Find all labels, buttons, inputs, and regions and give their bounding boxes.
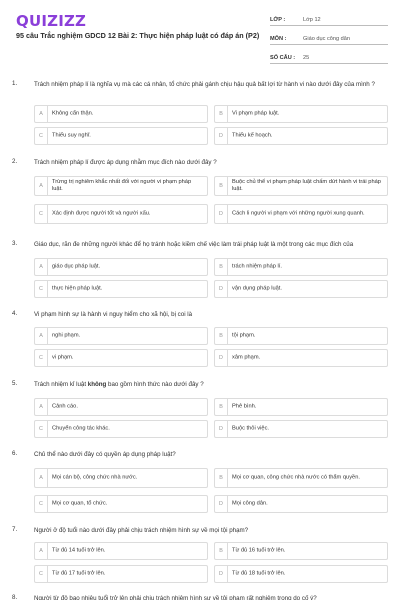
option-letter: A <box>35 177 48 195</box>
option-letter: D <box>215 350 228 366</box>
option-text: Từ đủ 14 tuổi trở lên. <box>52 547 106 554</box>
meta-label: SỐ CÂU : <box>270 55 296 61</box>
option-text: vận dụng pháp luật. <box>232 285 282 292</box>
meta-label: LỚP : <box>270 17 286 23</box>
option-d[interactable] <box>214 127 388 145</box>
option-letter: B <box>215 469 228 487</box>
option-text: Thiếu kế hoạch. <box>232 132 273 139</box>
option-text: Mọi công dân. <box>232 500 268 507</box>
option-text: tội phạm. <box>232 332 256 339</box>
option-b[interactable] <box>214 327 388 345</box>
quizizz-logo: QUIZIZZ <box>16 12 87 30</box>
question-text: Chủ thể nào dưới đây có quyền áp dụng pháp luật? <box>34 451 176 458</box>
option-c[interactable] <box>34 127 208 145</box>
option-b[interactable] <box>214 542 388 560</box>
question-8-clipped <box>0 592 400 600</box>
option-letter: B <box>215 328 228 344</box>
option-a[interactable] <box>34 398 208 416</box>
option-text: Cách li người vi phạm với những người xung quanh. <box>232 210 365 217</box>
option-d[interactable] <box>214 565 388 583</box>
option-text: Không cẩn thận. <box>52 110 94 117</box>
option-text: Buộc thôi việc. <box>232 425 269 432</box>
option-letter: C <box>35 281 48 297</box>
option-text: vi phạm. <box>52 354 74 361</box>
option-text: xâm phạm. <box>232 354 261 361</box>
option-letter: C <box>35 421 48 437</box>
option-letter: A <box>35 259 48 275</box>
question-text: Người từ độ bao nhiêu tuổi trở lên phải chịu trách nhiệm hình sự về tội phạm rất nghiêm trọng do cố ý? <box>34 595 317 600</box>
question-text: Trách nhiệm pháp lí được áp dụng nhằm mục đích nào dưới đây ? <box>34 159 217 166</box>
option-text: Thiếu suy nghĩ. <box>52 132 91 139</box>
option-c[interactable] <box>34 349 208 367</box>
option-text: Mọi cơ quan, tổ chức. <box>52 500 108 507</box>
option-text: Trừng trị nghiêm khắc nhất đối với người vi phạm pháp luật. <box>52 178 192 192</box>
option-text: Từ đủ 18 tuổi trở lên. <box>232 570 286 577</box>
option-b[interactable] <box>214 176 388 196</box>
option-b[interactable] <box>214 105 388 123</box>
option-a[interactable] <box>34 176 208 196</box>
option-letter: D <box>215 205 228 223</box>
option-text: Mọi cơ quan, công chức nhà nước có thẩm quyền. <box>232 474 360 481</box>
worksheet-header <box>0 0 400 66</box>
option-letter: C <box>35 496 48 512</box>
option-d[interactable] <box>214 204 388 224</box>
question-number: 5. <box>12 380 18 387</box>
option-text: Từ đủ 16 tuổi trở lên. <box>232 547 286 554</box>
question-text-emphasis: không <box>87 381 107 388</box>
option-letter: A <box>35 543 48 559</box>
option-letter: A <box>35 106 48 122</box>
option-text: thực hiện pháp luật. <box>52 285 103 292</box>
option-b[interactable] <box>214 258 388 276</box>
option-a[interactable] <box>34 258 208 276</box>
option-c[interactable] <box>34 565 208 583</box>
option-text: Xác định được người tốt và người xấu. <box>52 210 151 217</box>
option-letter: C <box>35 205 48 223</box>
option-a[interactable] <box>34 542 208 560</box>
option-text: giáo dục pháp luật. <box>52 263 101 270</box>
option-a[interactable] <box>34 105 208 123</box>
option-letter: D <box>215 421 228 437</box>
question-number: 7. <box>12 526 18 533</box>
option-letter: D <box>215 496 228 512</box>
question-text: Trách nhiệm pháp lí là nghĩa vụ mà các cá nhân, tổ chức phải gánh chịu hậu quả bất lợi từ hành vi nào dưới đây của mình ? <box>34 81 375 88</box>
meta-value: Giáo dục công dân <box>303 36 350 42</box>
option-letter: A <box>35 399 48 415</box>
option-letter: B <box>215 543 228 559</box>
option-letter: B <box>215 106 228 122</box>
option-letter: A <box>35 469 48 487</box>
question-number: 3. <box>12 240 18 247</box>
question-number: 8. <box>12 594 18 600</box>
option-text: Buộc chủ thể vi phạm pháp luật chấm dứt hành vi trái pháp luật. <box>232 178 381 192</box>
question-text-part: bao gồm hình thức nào dưới đây ? <box>106 381 204 388</box>
option-d[interactable] <box>214 495 388 513</box>
meta-row-subject <box>270 29 388 45</box>
question-number: 1. <box>12 80 18 87</box>
worksheet-meta <box>270 10 388 67</box>
question-number: 2. <box>12 158 18 165</box>
option-text: Phê bình. <box>232 403 257 410</box>
option-letter: B <box>215 399 228 415</box>
option-text: Từ đủ 17 tuổi trở lên. <box>52 570 106 577</box>
option-text: Chuyển công tác khác. <box>52 425 110 432</box>
option-letter: C <box>35 350 48 366</box>
option-letter: C <box>35 128 48 144</box>
option-b[interactable] <box>214 468 388 488</box>
option-c[interactable] <box>34 495 208 513</box>
question-text: Vi phạm hình sự là hành vi nguy hiểm cho xã hội, bị coi là <box>34 311 193 318</box>
option-text: Cảnh cáo. <box>52 403 78 410</box>
question-text <box>34 380 390 390</box>
option-b[interactable] <box>214 398 388 416</box>
option-letter: B <box>215 259 228 275</box>
meta-row-class <box>270 10 388 26</box>
option-d[interactable] <box>214 349 388 367</box>
option-text: trách nhiệm pháp lí. <box>232 263 282 270</box>
option-letter: C <box>35 566 48 582</box>
option-d[interactable] <box>214 420 388 438</box>
option-c[interactable] <box>34 280 208 298</box>
option-a[interactable] <box>34 327 208 345</box>
option-c[interactable] <box>34 420 208 438</box>
meta-value: 25 <box>303 55 310 61</box>
option-text: nghi phạm. <box>52 332 81 339</box>
question-number: 4. <box>12 310 18 317</box>
meta-value: Lớp 12 <box>303 17 321 23</box>
question-text-part: Trách nhiệm kỉ luật <box>34 381 88 388</box>
page-title: 95 câu Trắc nghiệm GDCD 12 Bài 2: Thực hiện pháp luật có đáp án (P2) <box>16 31 260 40</box>
option-letter: D <box>215 128 228 144</box>
option-letter: D <box>215 566 228 582</box>
option-d[interactable] <box>214 280 388 298</box>
meta-label: MÔN : <box>270 36 287 42</box>
question-text: Giáo dục, răn đe những người khác để họ tránh hoặc kiềm chế việc làm trái pháp luật là một trong các mục đích của <box>34 241 354 248</box>
question-number: 6. <box>12 450 18 457</box>
option-text: Mọi cán bộ, công chức nhà nước. <box>52 474 138 481</box>
question-text: Người ở độ tuổi nào dưới đây phải chịu trách nhiệm hình sự về mọi tội phạm? <box>34 527 249 534</box>
option-c[interactable] <box>34 204 208 224</box>
option-a[interactable] <box>34 468 208 488</box>
option-letter: B <box>215 177 228 195</box>
option-letter: D <box>215 281 228 297</box>
meta-row-count <box>270 48 388 64</box>
option-letter: A <box>35 328 48 344</box>
option-text: Vi phạm pháp luật. <box>232 110 280 117</box>
